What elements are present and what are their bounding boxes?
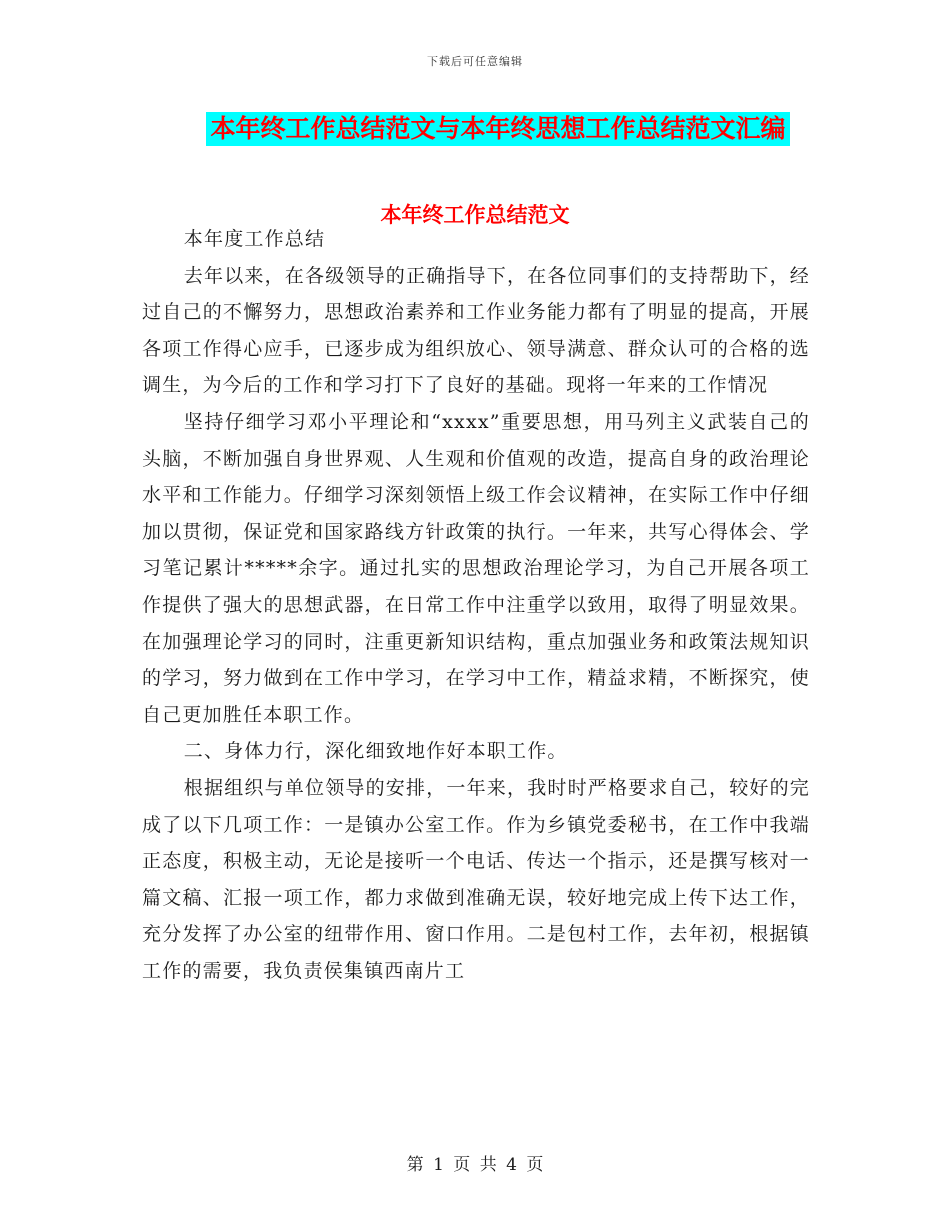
paragraph: 二、身体力行，深化细致地作好本职工作。	[183, 740, 568, 763]
paragraph: 本年度工作总结	[183, 228, 326, 250]
page-footer: 第 1 页 共 4 页	[406, 1155, 544, 1175]
paragraph: 坚持仔细学习邓小平理论和“xxxx”重要思想，用马列主义武装自己的头脑，不断加强自身世界观、人生观和价值观的改造，提高自身的政治理论水平和工作能力。仔细学习深刻领悟上级工作会议精神，在实际工作中仔细加以贯彻，保证党和国家路线方针政策的执行。一年来，共写心得体会、学习笔记累计*****余字。通过扎实的思想政治理论学习，为自己开展各项工作提供了强大的思想武器，在日常工作中注重学以致用，取得了明显效果。在加强理论学习的同时，注重更新知识结构，重点加强业务和政策法规知识的学习，努力做到在工作中学习，在学习中工作，精益求精，不断探究，使自己更加胜任本职工作。	[142, 410, 810, 726]
section-title: 本年终工作总结范文	[380, 202, 570, 227]
header-note: 下载后可任意编辑	[427, 55, 523, 68]
document-body	[142, 221, 810, 989]
main-title-wrap	[0, 112, 950, 146]
paragraph: 根据组织与单位领导的安排，一年来，我时时严格要求自己，较好的完成了以下几项工作：一是镇办公室工作。作为乡镇党委秘书，在工作中我端正态度，积极主动，无论是接听一个电话、传达一个指示，还是撰写核对一篇文稿、汇报一项工作，都力求做到准确无误，较好地完成上传下达工作，充分发挥了办公室的纽带作用、窗口作用。二是包村工作，去年初，根据镇工作的需要，我负责侯集镇西南片工	[142, 776, 810, 982]
main-title: 本年终工作总结范文与本年终思想工作总结范文汇编	[206, 112, 789, 146]
paragraph: 去年以来，在各级领导的正确指导下，在各位同事们的支持帮助下，经过自己的不懈努力，思想政治素养和工作业务能力都有了明显的提高，开展各项工作得心应手，已逐步成为组织放心、领导满意、群众认可的合格的选调生，为今后的工作和学习打下了良好的基础。现将一年来的工作情况	[142, 264, 810, 397]
